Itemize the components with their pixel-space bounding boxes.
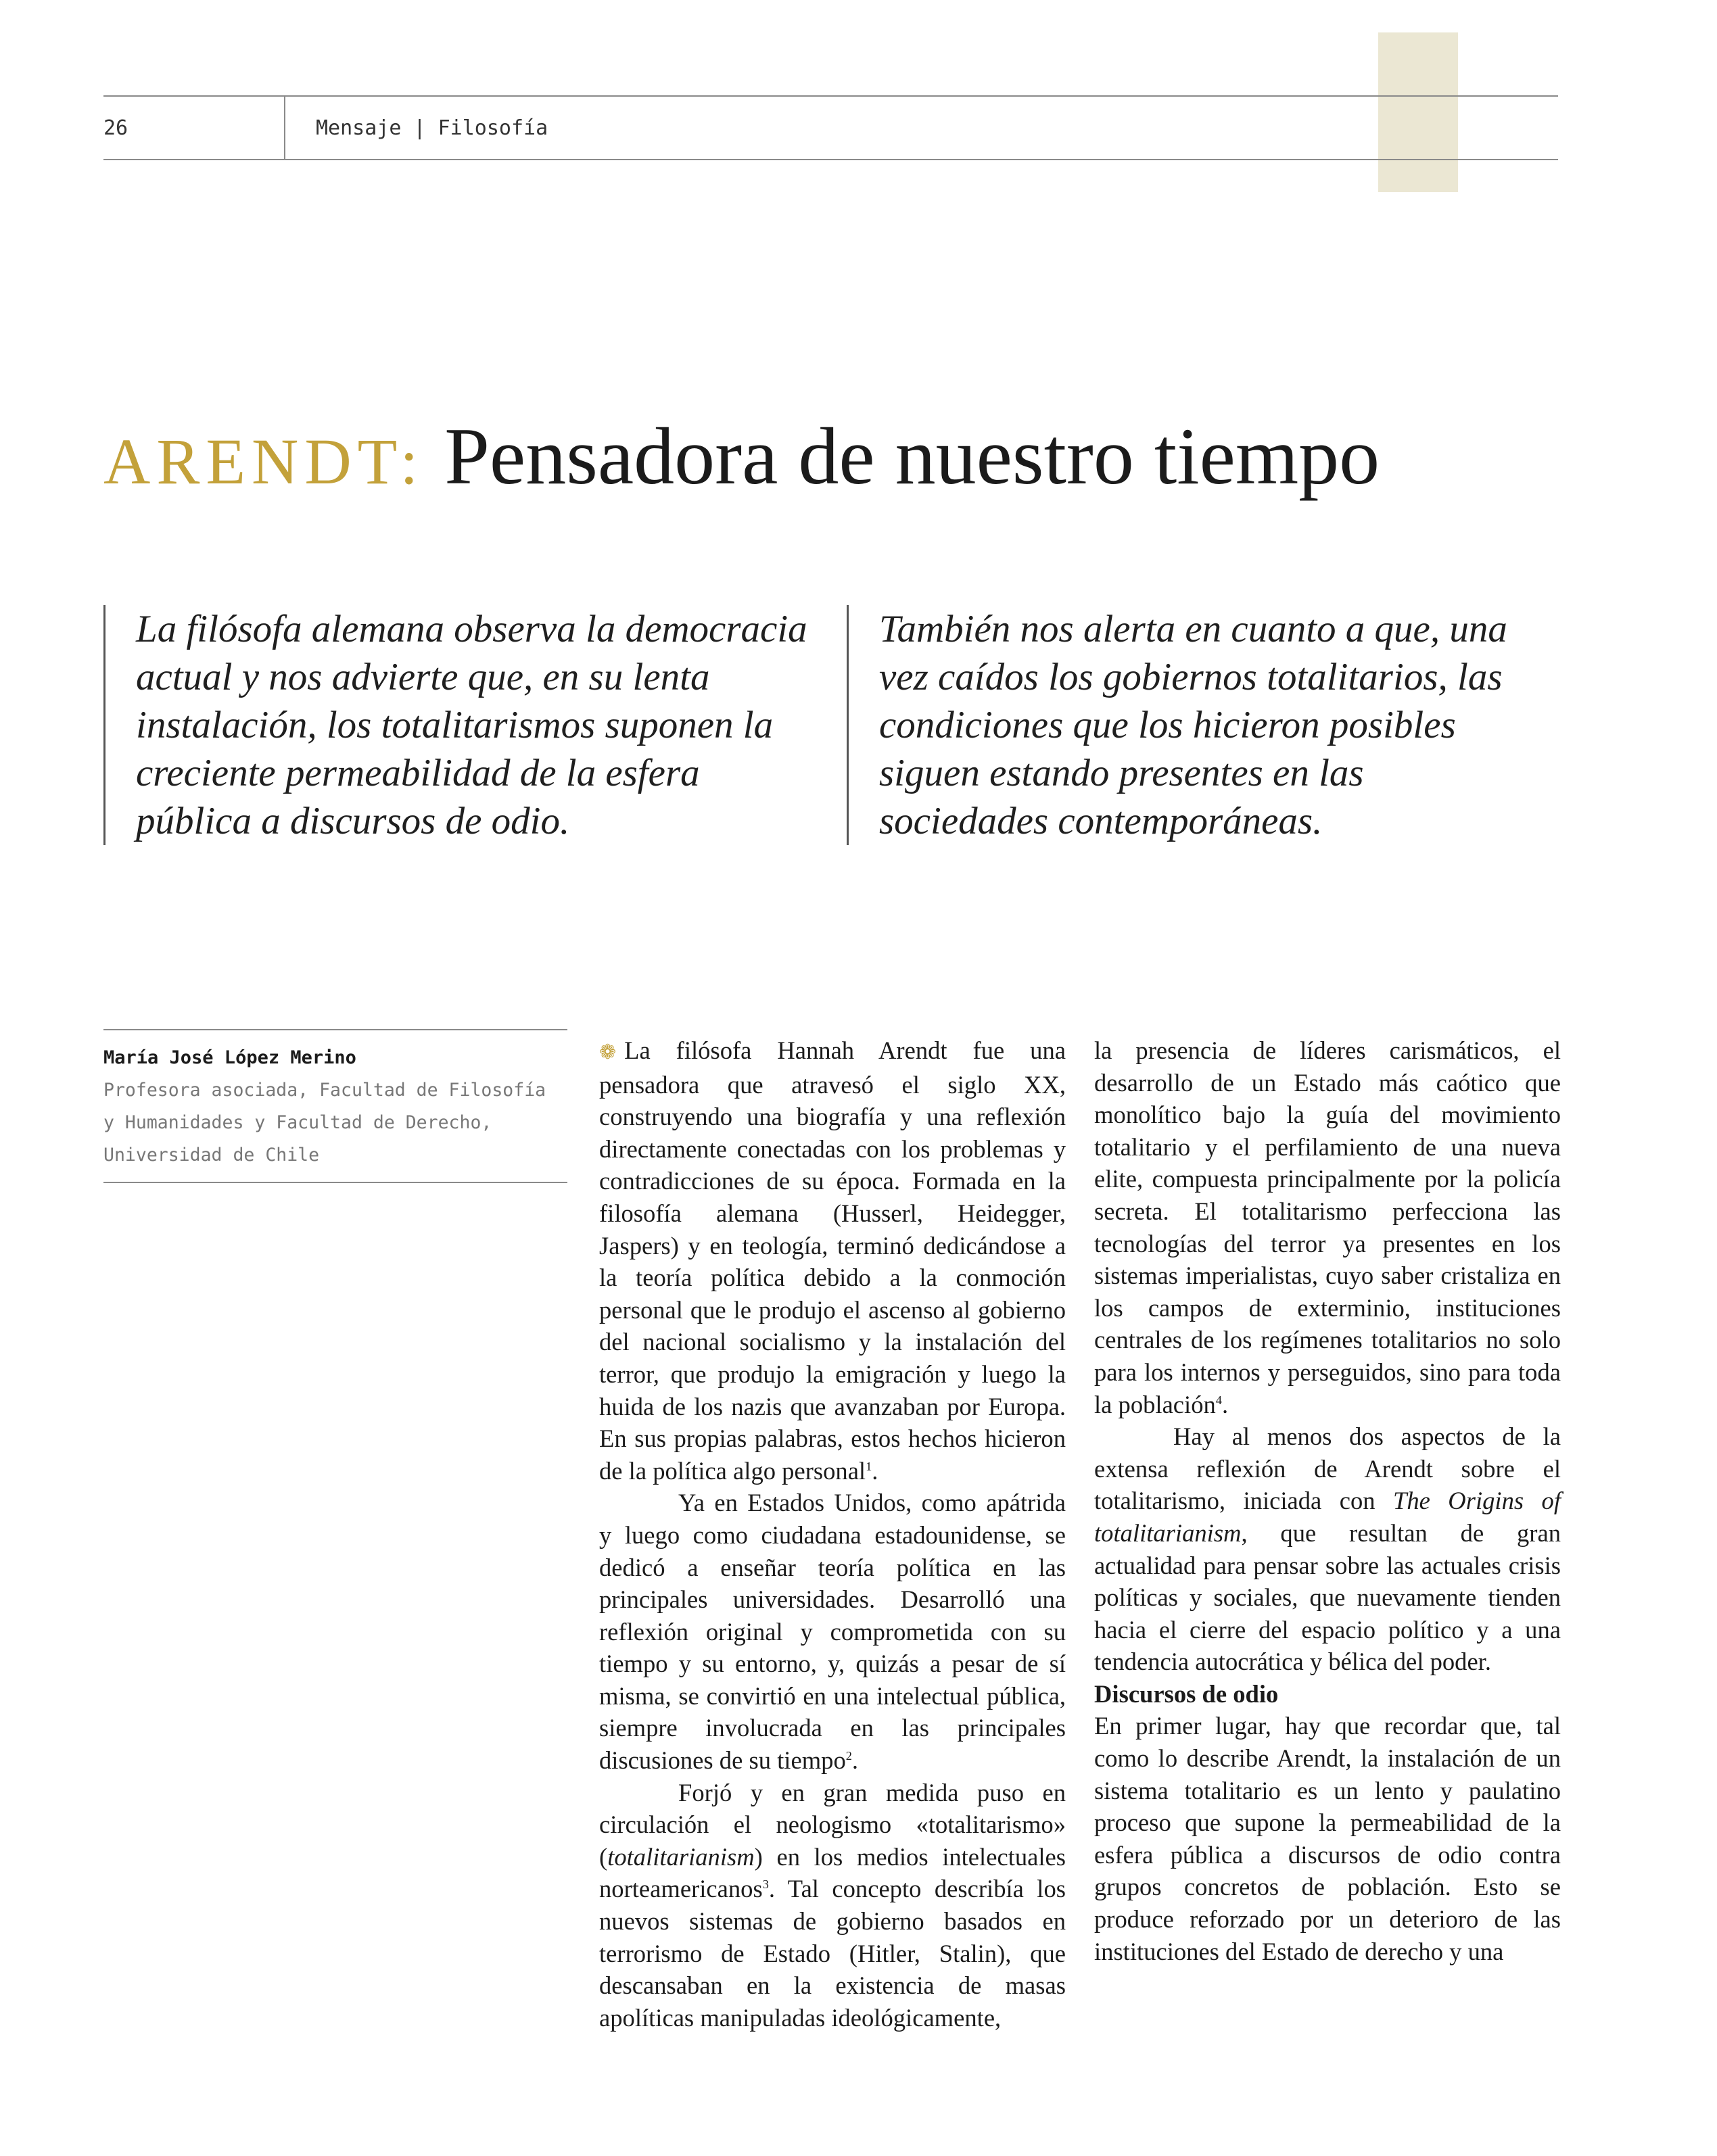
body-paragraph: la presencia de líderes carismáticos, el desarrollo de un Estado más caótico que monolítico bajo la guía del movimiento totalitario y el perfilamiento de una nueva elite, compuesta principalmente por la policía secreta. El totalitarismo perfecciona las tecnologías del terror ya presentes en los sistemas imperialistas, cuyo saber cristaliza en los campos de exterminio, instituciones centrales de los regímenes totalitarios no solo para los internos y perseguidos, sino para toda la población$^4$. [1094, 1036, 1561, 1418]
header-divider [284, 95, 285, 160]
body-text: En primer lugar, hay que recordar que, tal como lo describe Arendt, la instalación de un sistema totalitario es un lento y paulatino proceso que supone la permeabilidad de la esfera pública a discursos de odio contra grupos concretos de población. Esto se produce reforzado por un deterioro de las instituciones del Estado de derecho y una [1094, 1712, 1561, 1965]
flower-ornament-icon: ❁ [599, 1041, 617, 1063]
header-rule-bottom [103, 159, 1558, 160]
footnote-ref: 4 [1215, 1393, 1222, 1407]
header-rule-top [103, 95, 1558, 97]
footnote-ref: 1 [866, 1459, 872, 1473]
author-name: María José López Merino [103, 1047, 356, 1068]
lead-left: La filósofa alemana observa la democracia actual y nos advierte que, en su lenta instalación, los totalitarismos suponen la creciente permeabilidad de la esfera pública a discursos de odio. [103, 605, 819, 845]
body-text: Forjó y en gran medida puso en circulación el neologismo «totalitarismo» ( [599, 1778, 1066, 1871]
body-text: , que resultan de gran actualidad para pensar sobre las actuales crisis políticas y sociales, que nuevamente tienden hacia el cierre del espacio político y a una tendencia autocrática y bélica del poder. [1094, 1518, 1561, 1676]
book-title: The Origins of totalitarianism [1094, 1487, 1561, 1547]
foreign-term: totalitarianism [607, 1842, 755, 1871]
body-text: La filósofa Hannah Arendt fue una pensadora que atravesó el siglo XX, construyendo una biografía y una reflexión directamente conectadas con los problemas y contradicciones de su época. Formada en la filosofía alemana (Husserl, Heidegger, Jaspers) y en teología, terminó dedicándose a la teoría política debido a la conmoción personal que le produjo el ascenso al gobierno del nacional socialismo y la instalación del terror, que produjo la emigración y luego la huida de los nazis que avanzaban por Europa. En sus propias palabras, estos hechos hicieron de la política algo personal [599, 1036, 1066, 1485]
body-text: Ya en Estados Unidos, como apátrida y luego como ciudadana estadounidense, se dedicó a enseñar teoría política en las principales universidades. Desarrolló una reflexión original y comprometida con su tiempo y su entorno, y, quizás a pesar de sí misma, se convirtió en una intelectual pública, siempre involucrada en las principales discusiones de su tiempo [599, 1489, 1066, 1775]
body-paragraph: Ya en Estados Unidos, como apátrida y luego como ciudadana estadounidense, se dedicó a enseñar teoría política en las principales universidades. Desarrolló una reflexión original y comprometida con su tiempo y su entorno, y, quizás a pesar de sí misma, se convirtió en una intelectual pública, siempre involucrada en las principales discusiones de su tiempo$^2$. [599, 1489, 1066, 1775]
body-column-1 [599, 1034, 1066, 2034]
body-paragraph [1094, 1420, 1561, 1678]
running-head: Mensaje | Filosofía [316, 116, 548, 140]
article-title [103, 406, 1380, 512]
body-paragraph [1094, 1710, 1561, 1967]
title-main: Pensadora de nuestro tiempo [424, 411, 1380, 501]
body-text: la presencia de líderes carismáticos, el desarrollo de un Estado más caótico que monolítico bajo la guía del movimiento totalitario y el perfilamiento de una nueva elite, compuesta principalmente por la policía secreta. El totalitarismo perfecciona las tecnologías del terror ya presentes en los sistemas imperialistas, cuyo saber cristaliza en los campos de exterminio, instituciones centrales de los regímenes totalitarios no solo para los internos y perseguidos, sino para toda la población [1094, 1036, 1561, 1418]
footnote-ref: 3 [762, 1877, 769, 1892]
body-text: ) en los medios intelectuales norteamericanos [599, 1842, 1066, 1903]
title-kicker: ARENDT: [103, 425, 425, 498]
author-affiliation: Profesora asociada, Facultad de Filosofía y Humanidades y Facultad de Derecho, Universidad de Chile [103, 1080, 546, 1166]
body-text: . Tal concepto describía los nuevos sistemas de gobierno basados en terrorismo de Estado (Hitler, Stalin), que descansaban en la existencia de masas apolíticas manipuladas ideológicamente, [599, 1875, 1066, 2032]
page-number: 26 [103, 116, 128, 140]
body-paragraph [599, 1777, 1066, 2034]
body-paragraph: ❁ La filósofa Hannah Arendt fue una pensadora que atravesó el siglo XX, construyendo una biografía y una reflexión directamente conectadas con los problemas y contradicciones de su época. Formada en la filosofía alemana (Husserl, Heidegger, Jaspers) y en teología, terminó dedicándose a la teoría política debido a la conmoción personal que le produjo el ascenso al gobierno del nacional socialismo y la instalación del terror, que produjo la emigración y luego la huida de los nazis que avanzaban por Europa. En sus propias palabras, estos hechos hicieron de la política algo personal$^1$. [599, 1036, 1066, 1485]
lead-right: También nos alerta en cuanto a que, una vez caídos los gobiernos totalitarios, las condiciones que los hicieron posibles siguen estando presentes en las sociedades contemporáneas. [847, 605, 1542, 845]
footnote-ref: 2 [845, 1748, 852, 1763]
body-column-2 [1094, 1034, 1561, 1967]
section-heading: Discursos de odio [1094, 1679, 1279, 1708]
author-box [103, 1029, 567, 1183]
body-text: Hay al menos dos aspectos de la extensa reflexión de Arendt sobre el totalitarismo, iniciada con [1094, 1422, 1561, 1515]
section-tab-marker [1378, 32, 1458, 192]
